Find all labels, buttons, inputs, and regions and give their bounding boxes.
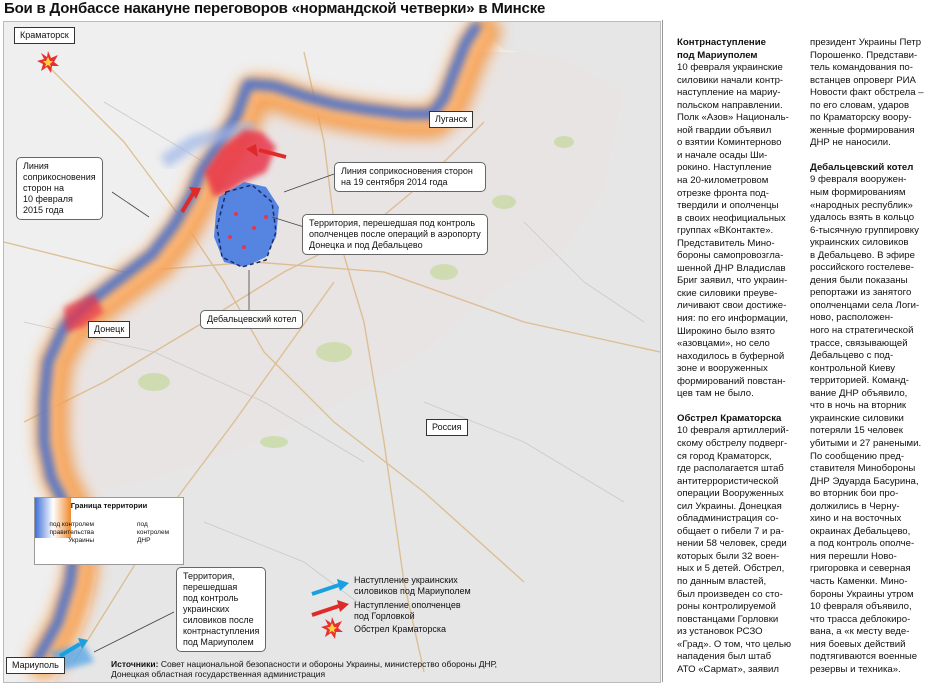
paragraph-mariupol: 10 февраля украинские силовики начали контр- наступление на мариу- польском направлении. Полк «Азов» Националь- ной гвардии объявил о взятии Коминтерново и начале осады Ши- рокино. Наступление на 20-километровом отрезке фронта под- твердили и ополченцы в своих неофициальных группах «ВКонтакте». Представитель Мино- бороны самопровозгла- шенной ДНР Владислав Бриг заявил, что украин- ские силовики преуве- личивают свои достиже- ния: по его информации, Широкино было взято «азовцами», но село находилось в буферной зоне и вооруженных формирований повстан- цев там не было. <box>677 62 789 400</box>
country-label-russia: Россия <box>426 419 468 436</box>
article-column-1 <box>677 37 805 676</box>
callout-debaltsevo-pocket: Дебальцевский котел <box>200 310 303 329</box>
article-sidebar <box>662 20 943 682</box>
key-ua-offensive: Наступление украинских силовиков под Мариуполем <box>354 575 471 596</box>
legend-title: Граница территории <box>70 501 148 510</box>
city-label-kramatorsk: Краматорск <box>14 27 75 44</box>
sources <box>111 659 531 679</box>
paragraph-kramatorsk-cont: президент Украины Петр Порошенко. Представи- тель командования по- встанцев опроверг РИА Новости факт обстрела – по его словам, ударов по Краматорску воору- женные формирования ДНР не наносили. <box>810 37 924 149</box>
paragraph-kramatorsk: 10 февраля артиллерий- скому обстрелу подверг- ся город Краматорск, где располагается штаб антитеррористической операции Вооруженных сил Украины. Донецкая обладминистрация со- общает о гибели 7 и ра- нении 58 человек, среди которых были 32 воен- ных и 5 детей. Обстрел, по данным властей, был произведен со сто- роны контролируемой повстанцами Горловки из установок РСЗО «Град». О том, что целью нападения был штаб АТО «Сармат», заявил <box>677 425 792 675</box>
heading-debaltsevo: Дебальцевский котел <box>810 161 914 173</box>
page-title: Бои в Донбассе накануне переговоров «нормандской четверки» в Минске <box>4 0 546 17</box>
heading-mariupol: Контрнаступление под Мариуполем <box>677 37 766 61</box>
city-label-mariupol: Мариуполь <box>6 657 65 674</box>
key-dnr-offensive: Наступление ополченцев под Горловкой <box>354 600 461 621</box>
territory-legend <box>34 497 184 565</box>
callout-contact-line-sep: Линия соприкосновения сторон на 19 сентября 2014 года <box>334 162 486 192</box>
callout-contact-line-feb: Линия соприкосновения сторон на 10 февраля 2015 года <box>16 157 103 220</box>
sources-text: Совет национальной безопасности и обороны Украины, министерство обороны ДНР, Донецкая областная государственная администрация <box>111 659 498 679</box>
map-area <box>3 21 661 683</box>
callout-mariupol-territory: Территория, перешедшая под контроль украинских силовиков после контрнаступления под Мариуполем <box>176 567 266 652</box>
heading-kramatorsk: Обстрел Краматорска <box>677 412 782 424</box>
city-label-donetsk: Донецк <box>88 321 130 338</box>
city-label-lugansk: Луганск <box>429 111 473 128</box>
article-column-2 <box>810 37 940 676</box>
legend-dnr-label: под контролем ДНР <box>137 521 170 544</box>
legend-ukraine-label: под контролем правительства Украины <box>49 521 94 544</box>
paragraph-debaltsevo: 9 февраля вооружен- ным формированиям «народных республик» удалось взять в кольцо 6-тысячную группировку украинских силовиков в Дебальцево. В эфире российского гостелеве- дения были показаны репортажи из занятого ополченцами села Логи- ново, расположен- ного на стратегической трассе, связывающей Дебальцево с под- контрольной Киеву территорией. Команд- вание ДНР объявило, что в ночь на вторник украинские силовики потеряли 15 человек убитыми и 27 ранеными. По сообщению пред- ставителя Минобороны ДНР Эдуарда Басурина, во вторник бои про- должились в Черну- хино и на восточных окраинах Дебальцево, а под контроль ополче- ния перешли Ново- григоровка и северная часть Каменки. Мино- бороны Украины утром 10 февраля объявило, что трасса деблокиро- вана, а «к месту веде- ния боевых действий подтягиваются военные резервы и техника». <box>810 174 922 675</box>
key-shelling: Обстрел Краматорска <box>354 624 447 634</box>
sources-label: Источники: <box>111 659 159 669</box>
callout-airport-territory: Территория, перешедшая под контроль ополченцев после операций в аэропорту Донецка и под Дебальцево <box>302 214 488 255</box>
map-graphic <box>4 22 660 682</box>
